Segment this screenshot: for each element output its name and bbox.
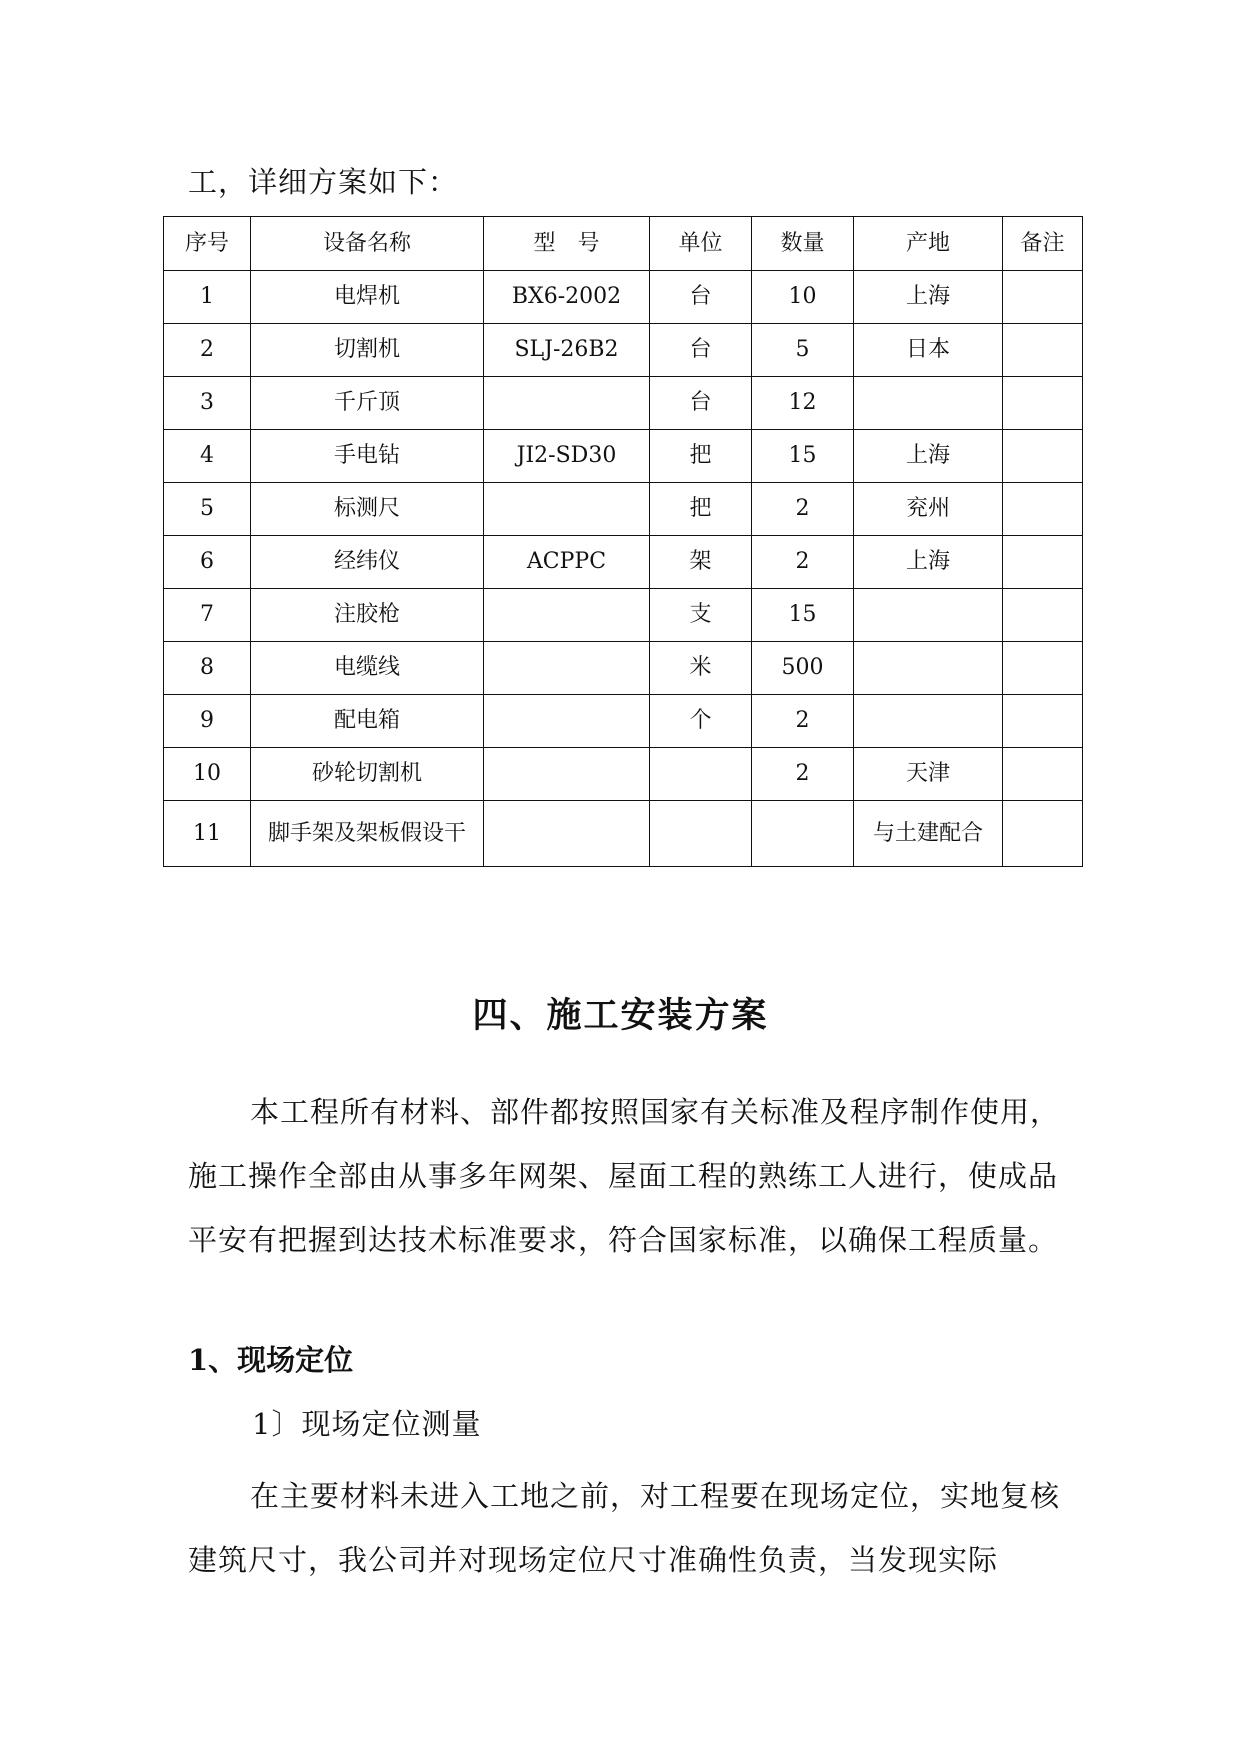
cell-model bbox=[484, 801, 650, 867]
table-row bbox=[164, 430, 1083, 483]
cell-model bbox=[484, 483, 650, 536]
cell-model bbox=[484, 377, 650, 430]
cell-index: 2 bbox=[164, 324, 251, 377]
table-row bbox=[164, 748, 1083, 801]
cell-quantity: 2 bbox=[752, 483, 854, 536]
cell-equipment-name: 经纬仪 bbox=[251, 536, 484, 589]
cell-origin: 天津 bbox=[854, 748, 1003, 801]
cell-quantity: 15 bbox=[752, 589, 854, 642]
cell-quantity: 2 bbox=[752, 536, 854, 589]
cell-quantity: 2 bbox=[752, 748, 854, 801]
cell-equipment-name: 砂轮切割机 bbox=[251, 748, 484, 801]
table-row bbox=[164, 642, 1083, 695]
header-equipment-name: 设备名称 bbox=[251, 217, 484, 271]
cell-model bbox=[484, 748, 650, 801]
cell-index: 3 bbox=[164, 377, 251, 430]
cell-remarks bbox=[1003, 801, 1083, 867]
cell-index: 5 bbox=[164, 483, 251, 536]
cell-model: SLJ-26B2 bbox=[484, 324, 650, 377]
cell-equipment-name: 手电钻 bbox=[251, 430, 484, 483]
cell-index: 6 bbox=[164, 536, 251, 589]
cell-quantity: 10 bbox=[752, 271, 854, 324]
cell-quantity: 12 bbox=[752, 377, 854, 430]
cell-model: BX6-2002 bbox=[484, 271, 650, 324]
cell-unit: 台 bbox=[650, 377, 752, 430]
cell-unit: 台 bbox=[650, 271, 752, 324]
cell-remarks bbox=[1003, 271, 1083, 324]
table-row bbox=[164, 377, 1083, 430]
header-index: 序号 bbox=[164, 217, 251, 271]
cell-index: 10 bbox=[164, 748, 251, 801]
cell-model bbox=[484, 642, 650, 695]
table-row bbox=[164, 483, 1083, 536]
cell-remarks bbox=[1003, 377, 1083, 430]
table-row bbox=[164, 695, 1083, 748]
equipment-table bbox=[163, 216, 1083, 867]
cell-origin: 上海 bbox=[854, 536, 1003, 589]
cell-model bbox=[484, 695, 650, 748]
cell-unit: 把 bbox=[650, 483, 752, 536]
table-row bbox=[164, 536, 1083, 589]
cell-equipment-name: 千斤顶 bbox=[251, 377, 484, 430]
table-row bbox=[164, 589, 1083, 642]
cell-model: JI2-SD30 bbox=[484, 430, 650, 483]
cell-origin: 上海 bbox=[854, 271, 1003, 324]
cell-index: 11 bbox=[164, 801, 251, 867]
intro-text: 工，详细方案如下： bbox=[188, 165, 459, 199]
header-quantity: 数量 bbox=[752, 217, 854, 271]
cell-equipment-name: 配电箱 bbox=[251, 695, 484, 748]
cell-remarks bbox=[1003, 483, 1083, 536]
header-origin: 产地 bbox=[854, 217, 1003, 271]
cell-index: 1 bbox=[164, 271, 251, 324]
cell-origin: 日本 bbox=[854, 324, 1003, 377]
paragraph-survey bbox=[188, 1464, 1068, 1592]
cell-remarks bbox=[1003, 589, 1083, 642]
table-header-row bbox=[164, 217, 1083, 271]
cell-unit: 米 bbox=[650, 642, 752, 695]
cell-origin: 兖州 bbox=[854, 483, 1003, 536]
cell-quantity bbox=[752, 801, 854, 867]
heading-site-positioning: 1、现场定位 bbox=[188, 1343, 354, 1377]
section-title: 四、施工安装方案 bbox=[472, 995, 769, 1036]
cell-unit: 把 bbox=[650, 430, 752, 483]
cell-origin bbox=[854, 695, 1003, 748]
cell-unit bbox=[650, 801, 752, 867]
paragraph-intro bbox=[188, 1080, 1068, 1272]
cell-remarks bbox=[1003, 324, 1083, 377]
cell-quantity: 15 bbox=[752, 430, 854, 483]
cell-equipment-name: 电焊机 bbox=[251, 271, 484, 324]
cell-index: 8 bbox=[164, 642, 251, 695]
cell-origin bbox=[854, 642, 1003, 695]
header-remarks: 备注 bbox=[1003, 217, 1083, 271]
subheading-positioning-survey: 1〕现场定位测量 bbox=[252, 1407, 482, 1441]
cell-index: 7 bbox=[164, 589, 251, 642]
cell-equipment-name: 切割机 bbox=[251, 324, 484, 377]
cell-remarks bbox=[1003, 695, 1083, 748]
paragraph-text: 本工程所有材料、部件都按照国家有关标准及程序制作使用，施工操作全部由从事多年网架、屋面工程的熟练工人进行，使成品平安有把握到达技术标准要求，符合国家标准，以确保工程质量。 bbox=[188, 1095, 1061, 1257]
cell-index: 4 bbox=[164, 430, 251, 483]
table-row bbox=[164, 271, 1083, 324]
header-unit: 单位 bbox=[650, 217, 752, 271]
table-row bbox=[164, 801, 1083, 867]
cell-unit: 支 bbox=[650, 589, 752, 642]
cell-unit: 架 bbox=[650, 536, 752, 589]
cell-origin: 上海 bbox=[854, 430, 1003, 483]
cell-index: 9 bbox=[164, 695, 251, 748]
cell-quantity: 5 bbox=[752, 324, 854, 377]
cell-quantity: 500 bbox=[752, 642, 854, 695]
paragraph-text: 在主要材料未进入工地之前，对工程要在现场定位，实地复核建筑尺寸，我公司并对现场定位尺寸准确性负责，当发现实际 bbox=[188, 1479, 1061, 1577]
table-row bbox=[164, 324, 1083, 377]
cell-equipment-name: 脚手架及架板假设干 bbox=[251, 801, 484, 867]
cell-model bbox=[484, 589, 650, 642]
cell-remarks bbox=[1003, 748, 1083, 801]
cell-unit: 台 bbox=[650, 324, 752, 377]
cell-remarks bbox=[1003, 536, 1083, 589]
header-model: 型 号 bbox=[484, 217, 650, 271]
cell-model: ACPPC bbox=[484, 536, 650, 589]
cell-equipment-name: 标测尺 bbox=[251, 483, 484, 536]
cell-origin bbox=[854, 589, 1003, 642]
cell-equipment-name: 注胶枪 bbox=[251, 589, 484, 642]
cell-remarks bbox=[1003, 430, 1083, 483]
cell-equipment-name: 电缆线 bbox=[251, 642, 484, 695]
cell-unit bbox=[650, 748, 752, 801]
cell-unit: 个 bbox=[650, 695, 752, 748]
cell-remarks bbox=[1003, 642, 1083, 695]
cell-origin: 与土建配合 bbox=[854, 801, 1003, 867]
cell-origin bbox=[854, 377, 1003, 430]
cell-quantity: 2 bbox=[752, 695, 854, 748]
